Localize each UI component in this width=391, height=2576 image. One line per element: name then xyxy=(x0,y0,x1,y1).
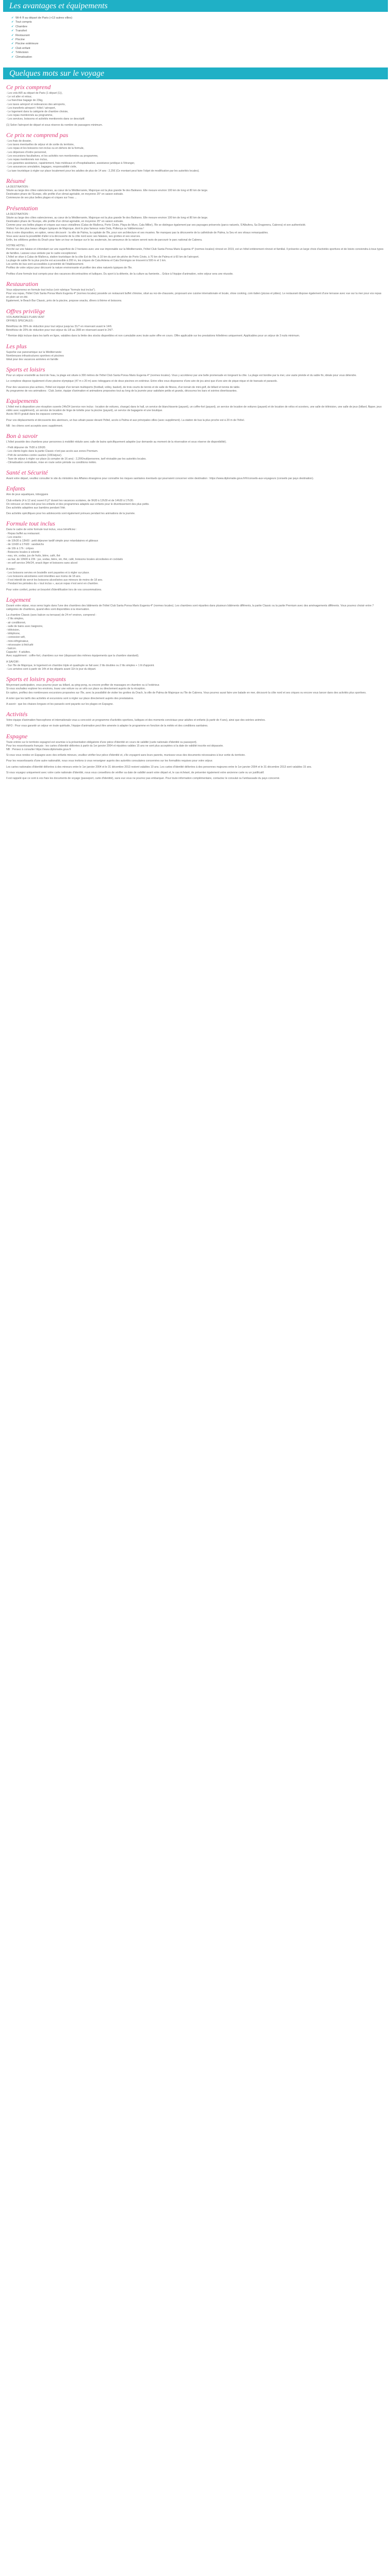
section-paragraph: Vous séjournerez en formule tout inclus (voir rubrique "formule tout inclus"). Pour vos repas, l'hôtel Club Santa Ponsa Maris Eugenia 4* (normes locales) possède un restaurant buffet chinoise, situé au rez-de-chaussée, proposant une cuisine internationale et locale, show cooking, coin italien (pizzas et pâtes). Le restaurant dispose également d'une terrasse avec vue sur la mer pour vos repas en plein air en été. Egalement, le Beach Bar Classic, près de la piscine, propose snacks, dîners à thème et boissons. xyxy=(6,288,382,303)
equipment-item: ✔ Wi-fi ® au départ de Paris (+13 autres villes) xyxy=(11,16,385,20)
section-paragraph: A SAVOIR : - Sur l'île de Majorque, le logement en chambre triple et quadruple se fait avec 2 lits doubles ou 2 lits simples + 1 lit d'appoint. - Les arrivées sont à partir de 14h et les départs avant 11h le jour du départ. xyxy=(6,660,155,671)
section-paragraph: - Les frais de dossier, - Les taxes éventuelles de séjour et de sortie du territoire, - Les repas et les boissons non inclus ou en dehors de la formule, - Les dépenses d'ordre personnel, - Les excursions facultatives, et les activités non mentionnées au programme, - Les repas mentionnés non inclus, - Les garanties assistance, rapatriement, frais médicaux et d'hospitalisation, assistance juridique à l'étranger, - Les assurances annulation, bagages, responsabilité civile, - La taxe touristique à régler sur place localement pour les adultes de plus de 14 ans : 2,25€ (Ce montant peut faire l'objet de modification par les autorités locales). xyxy=(6,139,200,173)
section-paragraph: Le complexe dispose également d'une piscine olympique (47 m x 20 m) avec toboggans et de deux piscines en extérieur. Entre elles vous disposerez d'une aire de jeu ainsi que d'une aire de pique-nique et de transats et parasols. xyxy=(6,380,278,383)
section-title: Ce prix ne comprend pas xyxy=(6,131,69,139)
section-title: Logement xyxy=(6,596,31,603)
equipment-item: ✔ Climatisation xyxy=(11,55,385,59)
section-bon-a-savoir xyxy=(6,432,385,465)
section-paragraph: Aire de jeux aquatiques, toboggans xyxy=(6,493,48,497)
section-sante-securite xyxy=(6,469,385,481)
section-title: Activités xyxy=(6,710,28,718)
section-formule-tout-inclus xyxy=(6,520,385,591)
section-title: Sports et loisirs xyxy=(6,366,45,374)
section-paragraph: Avant votre départ, veuillez consulter le site du ministère des Affaires étrangères pour connaître les risques sanitaires éventuels qui pourraient concerner votre destination : https://www.diplomatie.gouv.fr/fr/conseils-aux-voyageurs (conseils par pays destination). xyxy=(6,477,314,481)
section-paragraph: L'hôtel possède des chambres pour personnes à mobilité réduite avec salle de bains spécifiquement adaptée (sur demande au moment de la réservation et sous réserve de disponibilité). xyxy=(6,440,227,444)
section-paragraph: A savoir : que les chaises longues et les parasols sont payants sur les plages en Espagne. xyxy=(6,703,113,706)
section-title: Présentation xyxy=(6,204,38,212)
equipment-item: ✔ Tout compris xyxy=(11,20,385,24)
section-paragraph: - Petit déjeuner de 7h30 à 10h30. - Les clients logés dans la partie Classic n'ont pas accès aux zones Premium. - Prêt de serviettes contre caution (10€/séjour). - Taxe de séjour à régler sur place (à compter de 16 ans) : 2,20€/nuit/personne, tarif révisable par les autorités locales. - Climatisation centralisée, mise en route selon période ou conditions météo. xyxy=(6,446,146,465)
section-title: Equipements xyxy=(6,397,38,405)
section-paragraph: VOTRE HOTEL : Perché sur une falaise et s'étendant sur une superficie de 2 hectares avec une vue imprenable sur la Méditerranée, l'hôtel Club Santa Ponsa Maris Eugenia 4* (normes locales) rénové en 2019, est un hôtel entièrement rénové et familial. Il présente un large choix d'activités sportives et de loisirs conviendra à tous types de familles. Laissez-vous séduire par le cadre exceptionnel. L'hôtel se situe à Calas de Mallorca, station touristique de la côte Est de l'île, à 10 km du port de pêche de Porto Cristo, à 70 km de Palma et à 60 km de l'aéroport. La plage de sable fin la plus proche est accessible à 200 m, les criques de Cala Antena et Cala Domingos se trouvent à 500 m et 1 km. Les arrêts de bus sont accessibles à proximité de l'établissement. Profitez de votre séjour pour découvrir la nature environnante et profiter des sites naturels typiques de l'île. xyxy=(6,244,384,270)
section-paragraph: INFO : Pour vous garantir un séjour en toute quiétude, l'équipe d'animation peut être amenée à adapter le programme en fonction de la météo et des conditions sanitaires. xyxy=(6,724,208,728)
section-ce-prix-comprend xyxy=(6,83,385,127)
section-resume xyxy=(6,177,385,200)
section-presentation xyxy=(6,205,385,276)
section-paragraph: Pour votre confort, portez un bracelet d'identification lors de vos consommations. xyxy=(6,588,102,591)
section-ce-prix-ne-comprend-pas xyxy=(6,131,385,173)
section-title: Sports et loisirs payants xyxy=(6,675,66,683)
section-paragraph: Pour vos déplacements et découverte des alentours, un bus urbain passe devant l'hôtel, accès à Palma et aux principales villes (avec supplément). La station de bus la plus proche est à 20 m de l'hôtel. xyxy=(6,418,245,422)
section-title: Santé et Sécurité xyxy=(6,469,48,477)
equipment-item: ✔ Piscine extérieure xyxy=(11,42,385,46)
section-paragraph: Votre équipe d'animation francophone et internationale vous a concocté un programme d'activités sportives, ludiques et des moments conviviaux pour adultes et enfants (à partir de 4 ans), ainsi que des soirées animées. xyxy=(6,719,266,722)
section-equipements xyxy=(6,397,385,428)
section-title: Enfants xyxy=(6,485,25,493)
equipment-item: ✔ Chambre xyxy=(11,25,385,29)
section-paragraph: Si vous voyagez uniquement avec votre carte nationale d'identité, nous vous conseillons de vérifier sa date de validité avant votre départ et, le cas échéant, de présenter également votre ancienne carte ou un justificatif. xyxy=(6,771,265,774)
section-paragraph: Pour un séjour ensoleillé au bord de l'eau, la plage est située à 300 mètres de l'hôtel Club Santa Ponsa Maris Eugenia 4* (normes locales). Vous y accéderez par une belle promenade en longeant la côte. La plage est bordée par la mer, une vaste pinède et du sable fin, idéale pour vous détendre. xyxy=(6,374,357,378)
section-paragraph: Toute entrée sur le territoire espagnol est soumise à la présentation obligatoire d'une pièce d'identité en cours de validité (carte nationale d'identité ou passeport). Pour les ressortissants français : les cartes d'identité délivrées à partir du 1er janvier 2004 et réputées valides 15 ans ne sont plus acceptées si la date de validité inscrite est dépassée. NB : Pensez à consulter https://www.diplomatie.gouv.fr xyxy=(6,740,224,752)
section-enfants xyxy=(6,485,385,516)
section-paragraph: Des activités spécifiques pour les adolescents sont également prévues pendant les animations de la journée. xyxy=(6,512,136,516)
section-paragraph: Durant votre séjour, vous serez logés dans l'une des chambres des bâtiments de l'hôtel Club Santa Ponsa Maris Eugenia 4* (normes locales). Les chambres sont réparties dans plusieurs bâtiments différents, la partie Classic ou la partie Premium avec des aménagements différents. Vous pourrez choisir entre 7 catégories de chambres, quand elles sont disponibles à la réservation. xyxy=(6,604,374,611)
section-restauration xyxy=(6,280,385,303)
section-sports-loisirs xyxy=(6,366,385,393)
section-paragraph: LA DESTINATION : Située au large des côtes valenciennes, au cœur de la Méditerranée, Majorque est la plus grande île des Baléares. Elle mesure environ 100 km de long et 80 km de large. Destination phare de l'Europe, elle profite d'un climat agréable, en moyenne 25° en saison estivale. Comme pour ses belles plages et criques aux eaux cristallines (Calas de Mallorca, Porto Cristo, Playa de Muro, Cala Millor), l'île se distingue également par ses paysages préservés (parcs naturels, S'Albufera, Sa Dragonera, Cabrera) et son authenticité. Visitez l'un des plus beaux villages typiques de Majorque, dont le plus fameux reste Deià, Pollença ou Valldemossa ! Avis à votre disposition, en option, venez découvrir : la ville de Palma, la capitale de l'île, pour son architecture et ses musées. Ne manquez pas la découverte de la cathédrale de Palma, la Seu et ses vitraux remarquables. Vous avez aussi la possibilité d'aller à la découverte de la côte nord avec ses falaises, ses grottes et ses sources. Enfin, les célèbres grottes du Drach pour faire un tour en barque sur le lac souterrain, les amoureux de la nature seront ravis de parcourir le parc national de Cabrera. xyxy=(6,212,306,242)
section-paragraph: Les cartes nationales d'identité délivrées à des mineurs entre le 1er janvier 2004 et le 31 décembre 2013 restent valables 10 ans. Les cartes d'identité délivrées à des personnes majeures entre le 1er janvier 2004 et le 31 décembre 2013 sont valables 15 ans. xyxy=(6,765,312,769)
section-paragraph: LA DESTINATION : Située au large des côtes valenciennes, au cœur de la Méditerranée, Majorque est la plus grande île des Baléares. Elle mesure environ 100 km de long et 80 km de large. Destination phare de l'Europe, elle profite d'un climat agréable, en moyenne 25° en saison estivale. Commeune de ses plus belles plages et criques sur l'eau ... xyxy=(6,185,208,200)
section-title: Bon à savoir xyxy=(6,432,38,440)
section-title: Formule tout inclus xyxy=(6,520,55,528)
section-paragraph: Profitez d'une formule tout compris pour des vacances décontractées et ludiques. Du sport à la détente, de la culture au farniente... Grâce à l'équipe d'animation, votre séjour sera une réussite. xyxy=(6,272,234,276)
section-paragraph: Il est rappelé que ce sont à vos frais les documents de voyage (passeport, carte d'identité), sans eux vous ne pourrez pas embarquer. Pour toute information complémentaire, contactez le consulat ou l'ambassade du pays concerné. xyxy=(6,777,280,781)
equipment-item: ✔ Télévision xyxy=(11,50,385,55)
section-title: Les plus xyxy=(6,342,27,350)
section-paragraph: (1) Selon l'aéroport de départ et sous réserve du nombre de passagers minimum. xyxy=(6,123,103,127)
section-paragraph: Si vous vous rendez en Espagne avec des enfants mineurs, veuillez vérifier leur pièce d'identité et, s'ils voyagent sans leurs parents, munissez-vous des documents nécessaires à leur sortie du territoire. xyxy=(6,754,246,757)
section-paragraph: Superbe vue panoramique sur la Méditerranée Nombreuses infrastructures sportives et piscines Idéal pour des vacances animées en famille xyxy=(6,350,64,362)
section-paragraph: Dans le cadre de votre formule tout inclus, vous bénéficiez : - Repas buffet au restaurant. - Les snacks : - de 10h30 à 13h00 : petit déjeuner tardif simple pour retardataires et gâteaux - de 11h00 à 17h00 : sandwichs - de 16h à 17h : crêpes - Boissons locales à volonté : - eau, vin, sodas, jus de fruits, bière, café, thé - au bar, de 10h00 à 23h : jus, sodas, bière, vin, thé, café, boissons locales alcoolisées et cocktails - en self service 24h/24, snack léger et boissons sans alcool xyxy=(6,528,123,565)
section-paragraph: A noter que les tarifs des activités et excursions sont à régler sur place directement auprès des prestataires. xyxy=(6,697,134,700)
section-paragraph: NB : les chiens sont acceptés avec supplément. xyxy=(6,424,63,428)
section-title: Ce prix comprend xyxy=(6,83,51,91)
section-espagne xyxy=(6,733,385,781)
equipment-item: ✔ Transfert xyxy=(11,29,385,33)
section-paragraph: Club enfants (4 à 12 ans) ouvert 6 j/7 durant les vacances scolaires, de 9h30 à 12h30 et de 14h30 à 17h30. On retrouve un mini-club pour les enfants et des programmes adaptés aux enfants pour le divertissement des plus petits. Des activités adaptées aux bambins pendant l'été. xyxy=(6,499,150,510)
equipment-item: ✔ Piscine xyxy=(11,38,385,42)
section-paragraph: Bénéficiez de 35% de réduction pour tout séjour jusqu'au 31/7 en réservant avant le 14/6. Bénéficiez de 20% de réduction pour tout séjour du 1/8 au 28/8 en réservant avant le 24/7. xyxy=(6,325,113,332)
section-paragraph: L'hôtel met à disposition une réception ouverte 24h/24 (service non inclus : location de voitures, change) dans le hall, un service de blanchisserie (payant), un coffre-fort (payant), un service de location de voitures (payant) et de location de vélos et scooters, une salle de télévision, une salle de jeux (billard, flipper, jeux vidéo avec supplément), un service de location de linge de toilette pour la piscine (payant), un service de bagagerie et une boutique. Accès Wi-Fi gratuit dans les espaces communs. xyxy=(6,405,382,416)
section-title: Offres privilège xyxy=(6,307,45,315)
section-title: Restauration xyxy=(6,280,38,287)
section-sports-loisirs-payants xyxy=(6,675,385,706)
section-paragraph: * Remise déjà incluse dans les tarifs en ligne, valables dans la limite des stocks disponibles et non cumulable avec toute autre offre en cours. Offre applicable sur les prestations hôtelières uniquement. Applicables pour un séjour de 3 nuits minimum. xyxy=(6,334,300,338)
section-title: Espagne xyxy=(6,732,28,740)
section-activites xyxy=(6,710,385,728)
section-paragraph: Moyennant participation, vous pourrez jouer au billard, au ping-pong, ou encore profiter de massages en chambre ou à l'extérieur. Si vous souhaitez explorer les environs, louez une voiture ou un vélo sur place ou directement auprès de la réception. En option, profitez des nombreuses excursions proposées sur l'île, avec la possibilité de visiter les grottes du Drach, la ville de Palma de Majorque ou l'île de Cabrera. Vous pourrez aussi faire une balade en mer, découvrir la côte nord et ses criques ou encore vous lancer dans des activités plus sportives. xyxy=(6,684,367,694)
info-title: Quelques mots sur le voyage xyxy=(3,67,388,79)
equipment-title: Les avantages et équipements xyxy=(3,0,388,12)
section-paragraph: A noter : - Les boissons servies en bouteille sont payantes et à régler sur place. - Les boissons alcoolisées sont interdites aux moins de 18 ans. - Il est interdit de servir les boissons alcoolisées aux mineurs de moins de 18 ans. - Pendant les périodes du « tout inclus », aucun repas n'est servi en chambre. xyxy=(6,567,103,586)
sections xyxy=(0,83,391,781)
section-paragraph: VOS AVANTAGES PLAIN VENT OFFRES SPECIALES : xyxy=(6,315,45,323)
section-logement xyxy=(6,596,385,671)
section-offres-privilege xyxy=(6,308,385,338)
section-les-plus xyxy=(6,343,385,362)
equipment-list xyxy=(0,16,391,59)
section-paragraph: Pour des vacances plus actives, l'hôtel est équipé d'un terrain multisports (football, volley, basket), de trois courts de tennis et de salle de fitness, d'un terrain de mini-golf, de billard et tennis de table. Au programme de vos animations : Club Junior, équipe d'animation et animations proposées tout au long de la journée pour satisfaire petits et grands, découvrez les bars et soirées divertissantes. xyxy=(6,385,240,393)
section-paragraph: - Les vols A/R au départ de Paris (1 départ (1)), - Le vol aller et retour, - La franchise bagage de 23kg, - Les taxes aéroport et redevances des aéroports, - Les transferts aéroport / hôtel / aéroport, - Le logement dans la catégorie de chambre choisie, - Les repas mentionnés au programme, - Les services, boissons et activités mentionnés dans ce descriptif. xyxy=(6,92,85,121)
section-paragraph: Pour les ressortissants d'une autre nationalité, nous vous invitons à vous renseigner auprès des autorités consulaires concernées sur les formalités requises pour votre séjour. xyxy=(6,759,213,763)
section-title: Résumé xyxy=(6,177,26,184)
equipment-item: ✔ Club enfant xyxy=(11,46,385,50)
equipment-item: ✔ Restaurant xyxy=(11,33,385,38)
section-paragraph: La chambre Classic (avec balcon ou terrasse) de 24 m² environ, comprend : - 2 lits simples, - air conditionné, - salle de bains avec baignoire, - télévision, - téléphone, - connexion wifi, - mini-réfrigérateur, - nécessaire à thé/café - balcon. Capacité : 4 adultes. Avec supplément : coffre-fort, chambres sur mer (disposant des mêmes équipements que la chambre standard). xyxy=(6,614,139,658)
